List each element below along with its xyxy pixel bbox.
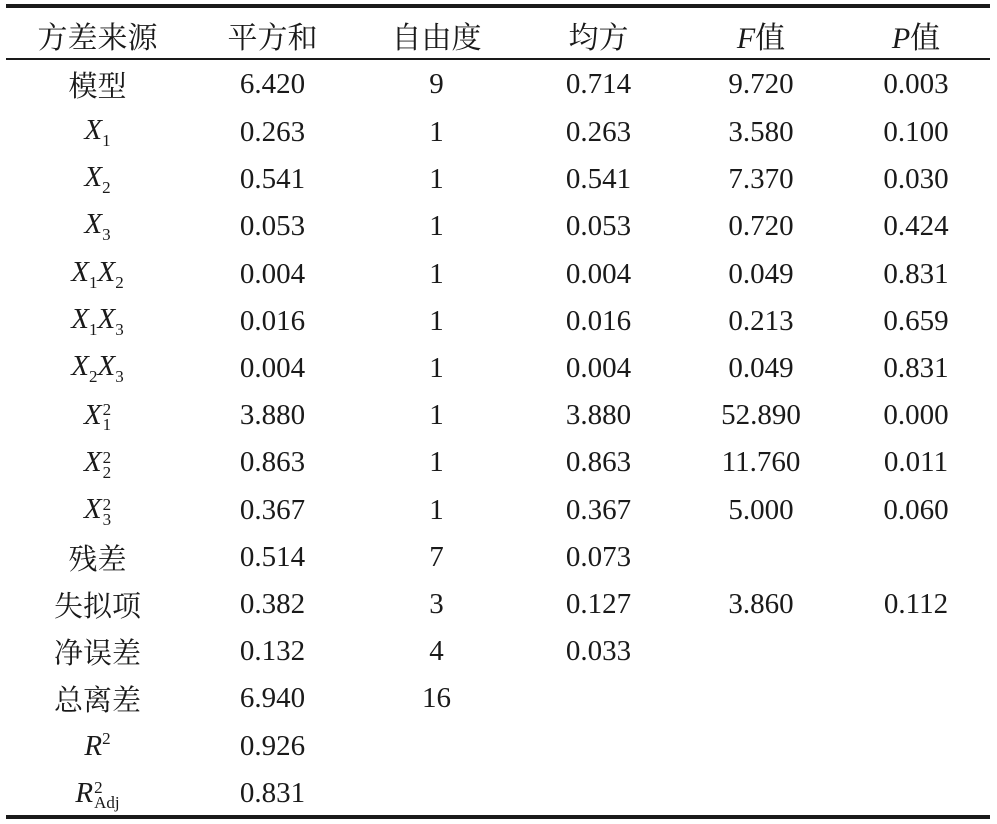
variable-symbol: X	[71, 350, 89, 383]
cell-sum-of-squares: 6.940	[239, 682, 306, 715]
variable-symbol: X	[83, 399, 102, 432]
cell-sum-of-squares: 0.831	[239, 776, 306, 809]
cell-f-value: 5.000	[728, 493, 794, 526]
table-row	[6, 439, 990, 486]
cell-mean-square: 0.714	[565, 67, 632, 100]
cell-mean-square: 0.033	[565, 635, 632, 668]
cell-mean-square: 0.541	[565, 163, 632, 196]
cell-p-value	[842, 770, 990, 817]
cell-sum-of-squares: 0.016	[239, 304, 306, 337]
cell-p-value: 0.831	[883, 352, 949, 385]
cell-degrees-of-freedom: 4	[429, 635, 444, 668]
header-f-label: 值	[755, 21, 786, 55]
variable-symbol: X	[83, 446, 102, 479]
cell-source	[6, 722, 189, 769]
source-term	[84, 208, 110, 245]
source-term	[83, 446, 112, 482]
cell-mean-square	[517, 770, 680, 817]
cell-degrees-of-freedom: 1	[429, 116, 444, 149]
table-row	[6, 487, 990, 534]
cell-f-value: 9.720	[728, 67, 794, 100]
cell-sum-of-squares: 0.132	[239, 635, 306, 668]
cell-degrees-of-freedom	[356, 722, 517, 769]
cell-f-value: 3.580	[728, 116, 794, 149]
cell-mean-square: 0.127	[565, 587, 632, 620]
cell-degrees-of-freedom: 1	[429, 493, 444, 526]
sub-sup-stack	[102, 494, 112, 529]
source-term	[84, 729, 110, 763]
subscript: 2	[102, 462, 112, 482]
cell-sum-of-squares: 0.541	[239, 163, 306, 196]
cell-p-value: 0.659	[883, 304, 949, 337]
cell-source: 失拟项	[53, 590, 141, 623]
table-row	[6, 203, 990, 250]
subscript: 1	[89, 319, 98, 339]
cell-mean-square: 0.073	[565, 540, 632, 573]
sub-sup-stack	[94, 777, 120, 812]
cell-mean-square	[517, 722, 680, 769]
source-term	[83, 399, 112, 435]
cell-p-value: 0.060	[883, 493, 949, 526]
cell-source	[6, 156, 189, 203]
variable-symbol: X	[97, 255, 116, 288]
anova-table	[6, 8, 990, 817]
source-term	[71, 350, 97, 387]
subscript: 3	[102, 225, 111, 245]
cell-degrees-of-freedom: 1	[429, 399, 444, 432]
cell-f-value	[680, 770, 842, 817]
header-row	[6, 8, 990, 59]
cell-source	[6, 203, 189, 250]
superscript: 2	[102, 447, 112, 467]
header-p-value	[842, 8, 990, 59]
cell-source	[6, 770, 189, 817]
cell-p-value	[842, 628, 990, 675]
source-term	[71, 256, 97, 293]
cell-mean-square: 0.004	[565, 257, 632, 290]
source-term	[98, 256, 124, 293]
cell-source	[6, 298, 189, 345]
cell-degrees-of-freedom: 9	[429, 67, 444, 100]
cell-mean-square	[517, 675, 680, 722]
cell-source: 总离差	[53, 685, 141, 718]
cell-mean-square: 0.053	[565, 210, 632, 243]
cell-sum-of-squares: 0.004	[239, 352, 306, 385]
cell-sum-of-squares: 0.382	[239, 587, 306, 620]
header-mean-square: 均方	[568, 21, 629, 55]
cell-f-value	[680, 675, 842, 722]
cell-mean-square: 0.863	[565, 446, 632, 479]
header-source: 方差来源	[37, 21, 158, 55]
cell-f-value: 0.720	[728, 210, 794, 243]
subscript: 3	[102, 509, 112, 529]
subscript: 3	[115, 367, 124, 387]
cell-degrees-of-freedom: 16	[422, 682, 451, 715]
cell-f-value	[680, 628, 842, 675]
variable-symbol: R	[75, 776, 94, 809]
source-term	[84, 114, 110, 151]
header-degrees-of-freedom: 自由度	[391, 21, 482, 55]
variable-symbol: X	[97, 350, 116, 383]
cell-mean-square: 0.004	[565, 352, 632, 385]
table-row	[6, 628, 990, 675]
table-row	[6, 345, 990, 392]
variable-symbol: X	[84, 114, 103, 147]
cell-p-value: 0.100	[883, 116, 949, 149]
cell-sum-of-squares: 6.420	[239, 67, 306, 100]
sub-sup-stack	[102, 447, 112, 482]
cell-degrees-of-freedom: 1	[429, 163, 444, 196]
cell-source: 净误差	[53, 638, 141, 671]
cell-p-value: 0.112	[883, 587, 949, 620]
cell-sum-of-squares: 0.863	[239, 446, 306, 479]
source-term	[98, 350, 124, 387]
superscript: 2	[102, 400, 112, 420]
sub-sup-stack	[102, 400, 112, 435]
cell-sum-of-squares: 3.880	[239, 399, 306, 432]
table-row	[6, 251, 990, 298]
table-row	[6, 534, 990, 581]
cell-mean-square: 3.880	[565, 399, 632, 432]
cell-source: 残差	[68, 543, 127, 576]
cell-f-value: 0.049	[728, 352, 794, 385]
source-term	[83, 493, 112, 529]
cell-degrees-of-freedom: 1	[429, 257, 444, 290]
superscript: 2	[102, 494, 112, 514]
cell-p-value	[842, 675, 990, 722]
subscript: 2	[102, 178, 111, 198]
cell-degrees-of-freedom: 1	[429, 446, 444, 479]
cell-f-value: 0.213	[728, 304, 794, 337]
cell-p-value	[842, 722, 990, 769]
cell-f-value: 3.860	[728, 587, 794, 620]
cell-sum-of-squares: 0.926	[239, 729, 306, 762]
subscript: 1	[102, 415, 112, 435]
table-row	[6, 109, 990, 156]
header-p-symbol: P	[891, 21, 911, 55]
table-row	[6, 59, 990, 109]
cell-source	[6, 392, 189, 439]
cell-source: 模型	[68, 70, 127, 103]
subscript: 1	[89, 272, 98, 292]
cell-f-value	[680, 722, 842, 769]
source-term	[71, 303, 97, 340]
superscript: 2	[94, 777, 103, 797]
header-sum-of-squares: 平方和	[227, 21, 318, 55]
table-row	[6, 298, 990, 345]
cell-sum-of-squares: 0.367	[239, 493, 306, 526]
cell-mean-square: 0.016	[565, 304, 632, 337]
cell-p-value: 0.030	[883, 163, 949, 196]
cell-sum-of-squares: 0.004	[239, 257, 306, 290]
table-body	[6, 59, 990, 817]
cell-source	[6, 109, 189, 156]
cell-source	[6, 439, 189, 486]
subscript: 2	[115, 272, 124, 292]
variable-symbol: X	[71, 302, 89, 335]
table-row	[6, 581, 990, 628]
cell-source	[6, 345, 189, 392]
variable-symbol: X	[83, 493, 102, 526]
cell-source	[6, 251, 189, 298]
superscript: 2	[102, 729, 111, 749]
table-row	[6, 392, 990, 439]
subscript: 1	[102, 131, 111, 151]
cell-sum-of-squares: 0.263	[239, 116, 306, 149]
source-term	[84, 161, 110, 198]
cell-p-value: 0.011	[883, 446, 949, 479]
cell-degrees-of-freedom: 1	[429, 210, 444, 243]
variable-symbol: X	[71, 255, 89, 288]
cell-source	[6, 487, 189, 534]
cell-f-value: 11.760	[721, 446, 801, 479]
cell-f-value: 0.049	[728, 257, 794, 290]
source-term	[98, 303, 124, 340]
table-header	[6, 8, 990, 59]
header-f-value	[680, 8, 842, 59]
variable-symbol: R	[84, 730, 103, 763]
cell-mean-square: 0.367	[565, 493, 632, 526]
cell-p-value: 0.424	[883, 210, 949, 243]
header-p-label: 值	[910, 21, 941, 55]
cell-degrees-of-freedom: 3	[429, 587, 444, 620]
table-row	[6, 156, 990, 203]
header-f-symbol: F	[736, 21, 756, 55]
cell-p-value	[842, 534, 990, 581]
variable-symbol: X	[84, 161, 103, 194]
variable-symbol: X	[97, 302, 116, 335]
table-row	[6, 722, 990, 769]
cell-p-value: 0.003	[883, 67, 949, 100]
cell-mean-square: 0.263	[565, 116, 632, 149]
source-term	[75, 777, 119, 810]
cell-f-value: 52.890	[721, 399, 801, 432]
subscript: Adj	[94, 792, 120, 812]
cell-sum-of-squares: 0.053	[239, 210, 306, 243]
cell-degrees-of-freedom	[356, 770, 517, 817]
table-row	[6, 770, 990, 817]
cell-f-value: 7.370	[728, 163, 794, 196]
subscript: 3	[115, 319, 124, 339]
variable-symbol: X	[84, 208, 103, 241]
table-row	[6, 675, 990, 722]
cell-degrees-of-freedom: 1	[429, 352, 444, 385]
subscript: 2	[89, 367, 98, 387]
cell-degrees-of-freedom: 1	[429, 304, 444, 337]
cell-sum-of-squares: 0.514	[239, 540, 306, 573]
cell-p-value: 0.000	[883, 399, 949, 432]
cell-degrees-of-freedom: 7	[429, 540, 444, 573]
cell-p-value: 0.831	[883, 257, 949, 290]
cell-f-value	[680, 534, 842, 581]
